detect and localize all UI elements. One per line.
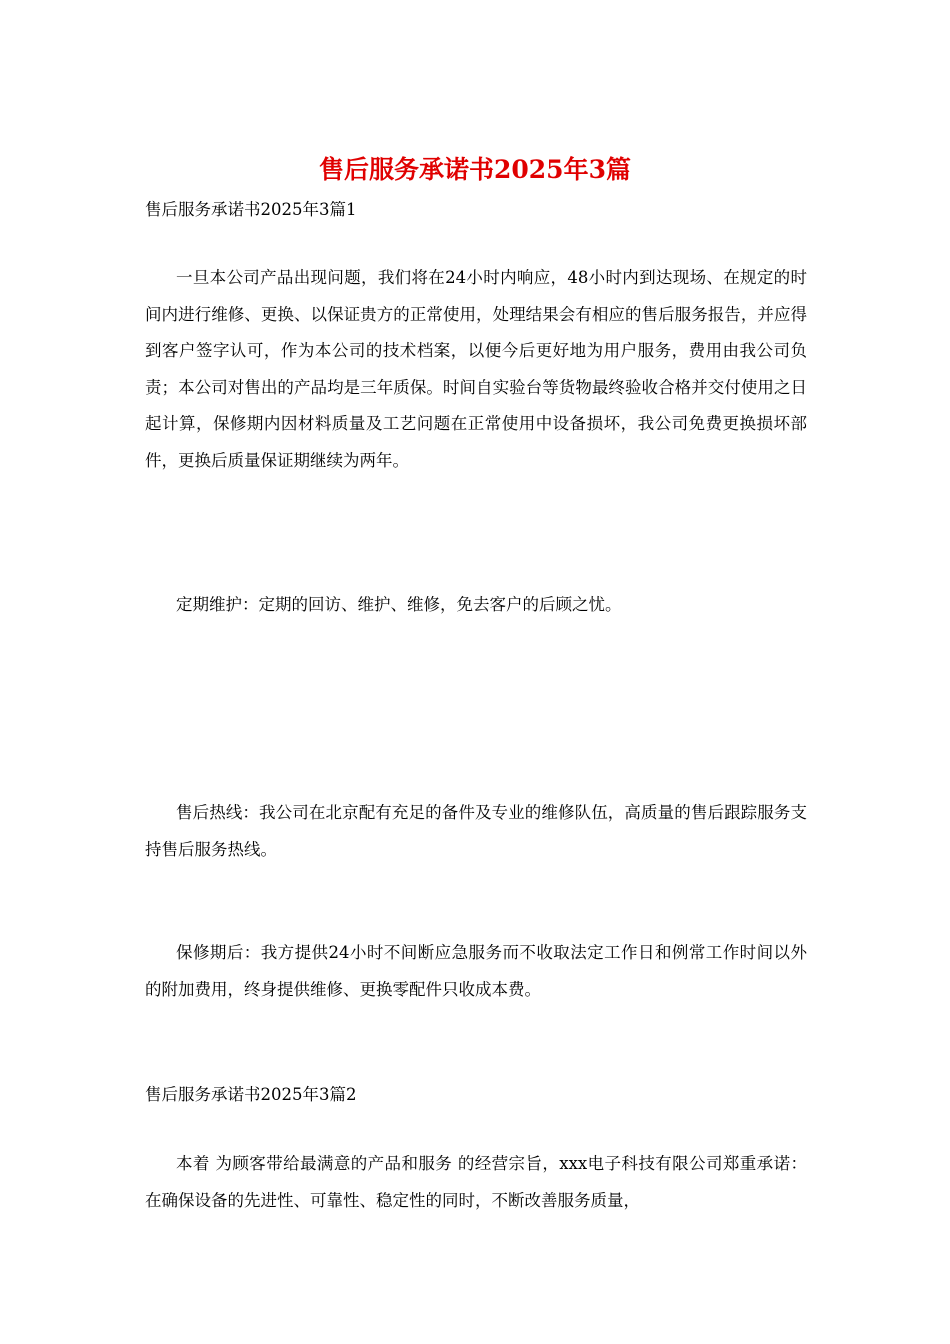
section-1-paragraph-maintenance: 定期维护：定期的回访、维护、维修，免去客户的后顾之忧。 [176,595,622,614]
section-1-paragraph-after-warranty: 保修期后：我方提供24小时不间断应急服务而不收取法定工作日和例常工作时间以外的附加费用，终身提供维修、更换零配件只收成本费。 [145,943,807,999]
section-2-heading: 售后服务承诺书2025年3篇2 [145,1085,357,1104]
section-1-paragraph-hotline: 售后热线：我公司在北京配有充足的备件及专业的维修队伍，高质量的售后跟踪服务支持售后服务热线。 [145,803,807,859]
section-1-paragraph-warranty: 一旦本公司产品出现问题，我们将在24小时内响应，48小时内到达现场、在规定的时间内进行维修、更换、以保证贵方的正常使用，处理结果会有相应的售后服务报告，并应得到客户签字认可，作为本公司的技术档案，以便今后更好地为用户服务，费用由我公司负责；本公司对售出的产品均是三年质保。时间自实验台等货物最终验收合格并交付使用之日起计算，保修期内因材料质量及工艺问题在正常使用中设备损坏，我公司免费更换损坏部件，更换后质量保证期继续为两年。 [145,268,807,470]
section-2-paragraph-commitment: 本着 为顾客带给最满意的产品和服务 的经营宗旨，xxx电子科技有限公司郑重承诺：在确保设备的先进性、可靠性、稳定性的同时，不断改善服务质量， [145,1154,807,1210]
section-1-heading: 售后服务承诺书2025年3篇1 [145,200,357,219]
document-title: 售后服务承诺书2025年3篇 [319,155,631,184]
